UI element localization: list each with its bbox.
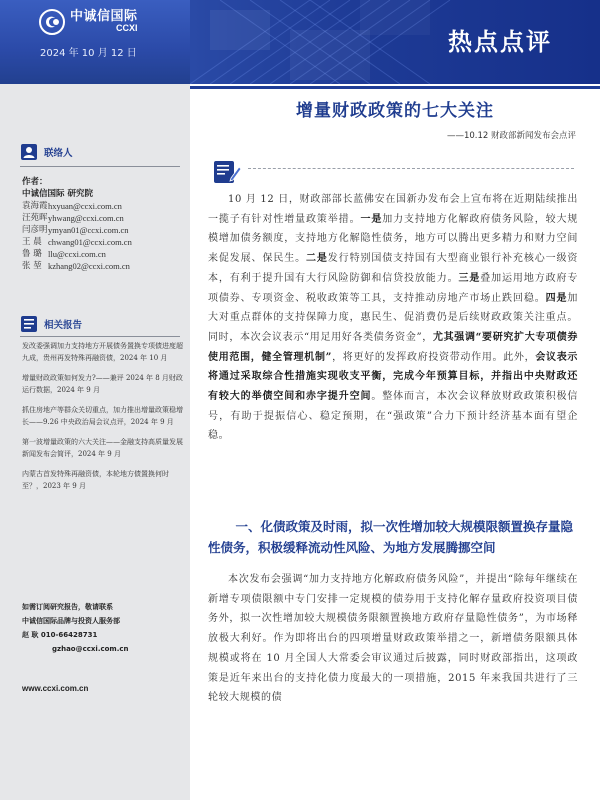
brand-logo <box>38 8 138 36</box>
brand-name-en: CCXI <box>116 23 138 34</box>
author-name: 汪苑晖 <box>22 213 48 223</box>
brand-name-cn: 中诚信国际 <box>70 9 138 25</box>
paragraph-text: 发行特别国债支持国有大型商业银行补充核心一级资本，有利于提升国有大行风险防御和信贷投放能力。 <box>208 253 578 284</box>
section-heading: 一、化债政策及时雨，拟一次性增加较大规模限额置换存量隐性债务，积极缓释流动性风险、为地方发展腾挪空间 <box>208 519 574 555</box>
author-row <box>22 248 182 260</box>
website-link[interactable]: www.ccxi.com.cn <box>22 684 89 693</box>
emphasis-text: 二是 <box>306 253 328 265</box>
author-list <box>22 176 182 272</box>
document-list-icon <box>20 315 38 333</box>
header-banner <box>0 0 600 84</box>
emphasis-text: 一是 <box>360 213 383 225</box>
related-section-title: 相关报告 <box>44 320 83 331</box>
institute-name: 中诚信国际 研究院 <box>22 189 93 199</box>
author-email[interactable]: chwang01@ccxi.com.cn <box>48 237 132 247</box>
paragraph-text: 叠加运用地方政府专项债券、专项资金、税收政策等工具，支持推动房地产市场止跌回稳。 <box>208 272 578 304</box>
related-report-item[interactable]: 抓住房地产等群众关切重点，加力推出增量政策稳增长——9.26 中央政治局会议点评，2024 年 9 月 <box>22 406 183 426</box>
content-divider <box>248 168 574 169</box>
authors-label: 作者： <box>22 177 48 187</box>
paragraph-text: 加力支持地方化解政府债务风险，较大规模增加债务额度，支持地方化解隐性债务，地方可以腾出更多精力和财力空间来促发展、保民生。 <box>208 213 578 265</box>
related-report-item[interactable]: 增量财政政策如何发力?——兼评 2024 年 8 月财政运行数据，2024 年 9 月 <box>22 374 183 394</box>
paragraph-text: 加大对重点群体的支持保障力度，惠民生、促消费仍是后续财政政策关注重点。同时，本次会议表示“用足用好各类债务资金”， <box>208 292 578 343</box>
related-report-item[interactable]: 发改委强调加力支持地方开展债务置换专项债进度超九成，贵州再发特殊再融资债，2024 年 10 月 <box>22 342 183 362</box>
contact-phone: 赵 耿 010-66428731 <box>22 631 98 639</box>
emphasis-text: 四是 <box>545 292 568 304</box>
section-paragraph: 本次发布会强调“加力支持地方化解政府债务风险”，并提出“除每年继续在新增专项债限额中专门安排一定规模的债券用于支持化解存量政府投资项目债务外，拟一次性增加较大规模债务限额置换地方政府存量隐性债务”，为市场释放极大利好。作为即将出台的四项增量财政政策举措之一，新增债务限额具体规模或将在 10 月全国人大常委会审议通过后披露，同时财政部指出，这项政策是近年来出台的支持化债力度最大的一项措施，2015 年来我国共进行了三轮较大规模的债 <box>208 574 578 704</box>
report-title: 增量财政政策的七大关注 <box>296 101 494 121</box>
contact-person-icon <box>20 143 38 161</box>
author-email[interactable]: llu@ccxi.com.cn <box>48 249 106 259</box>
banner-left-panel <box>0 0 190 84</box>
author-email[interactable]: yhwang@ccxi.com.cn <box>48 213 124 223</box>
author-row <box>22 224 182 236</box>
contact-email[interactable]: gzhao@ccxi.com.cn <box>52 645 129 653</box>
emphasis-text: 会议表示将通过采取综合性措施实现收支平衡，完成今年预算目标，并指出中央财政还有较大的举债空间和赤字提升空间 <box>208 351 578 403</box>
contact-section-rule <box>20 166 180 167</box>
logo-mark-icon <box>38 8 66 36</box>
report-type: 热点点评 <box>448 28 552 56</box>
summary-paragraph <box>208 190 578 446</box>
banner-divider <box>190 86 600 89</box>
author-row <box>22 200 182 212</box>
author-email[interactable]: hxyuan@ccxi.com.cn <box>48 201 122 211</box>
author-row <box>22 212 182 224</box>
author-email[interactable]: kzhang02@ccxi.com.cn <box>48 261 130 271</box>
author-name: 鲁 璐 <box>22 249 42 259</box>
author-name: 袁海霞 <box>22 201 48 211</box>
document-edit-icon <box>212 158 242 186</box>
subscription-contact <box>22 600 187 656</box>
service-department: 中诚信国际品牌与投资人服务部 <box>22 617 120 625</box>
related-report-item[interactable]: 内蒙古首发特殊再融资债，本轮地方债置换何时至？，2023 年 9 月 <box>22 470 169 490</box>
emphasis-text: 三是 <box>458 272 481 284</box>
related-report-list <box>22 340 184 500</box>
report-subtitle: ——10.12 财政部新闻发布会点评 <box>446 131 576 141</box>
author-row <box>22 260 182 272</box>
contact-section-header <box>20 143 73 161</box>
author-row <box>22 236 182 248</box>
author-email[interactable]: ymyan01@ccxi.com.cn <box>48 225 129 235</box>
related-section-header <box>20 315 82 333</box>
paragraph-text: ，将更好的发挥政府投资带动作用。此外， <box>332 351 536 363</box>
emphasis-text: 尤其强调“要研究扩大专项债券使用范围，健全管理机制” <box>208 331 578 363</box>
author-name: 王 晨 <box>22 237 42 247</box>
contact-section-title: 联络人 <box>44 148 73 159</box>
banner-right-panel <box>190 0 600 84</box>
related-report-item[interactable]: 第一波增量政策的六大关注——金融支持高质量发展新闻发布会简评，2024 年 9 月 <box>22 438 183 458</box>
related-section-rule <box>20 336 180 337</box>
report-date: 2024 年 10 月 12 日 <box>40 48 137 59</box>
author-name: 闫彦明 <box>22 225 48 235</box>
author-name: 张 堃 <box>22 261 42 271</box>
subscription-line: 如需订阅研究报告，敬请联系 <box>22 603 113 611</box>
paragraph-text: 。整体而言，本次会议释放财政政策积极信号，有助于提振信心、稳定预期，在“强政策”合力下预计经济基本面有望企稳。 <box>208 391 579 442</box>
paragraph-text: 10 月 12 日，财政部部长蓝佛安在国新办发布会上宣布将在近期陆续推出一揽子有针对性增量政策举措。 <box>208 194 578 225</box>
